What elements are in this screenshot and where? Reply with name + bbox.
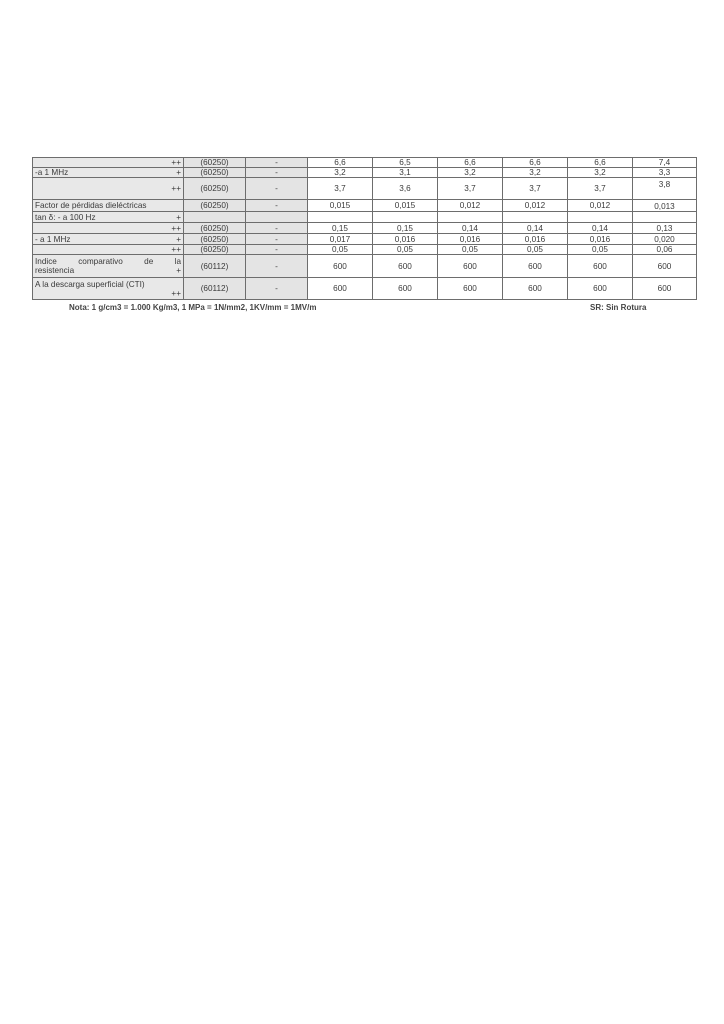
unit-cell: - — [246, 200, 308, 212]
value-cell: 6,6 — [438, 158, 503, 168]
value-cell: 0,13 — [633, 223, 697, 234]
value-cell: 0,015 — [308, 200, 373, 212]
value-cell — [373, 212, 438, 223]
norm-cell: (60250) — [184, 245, 246, 255]
unit-cell: - — [246, 178, 308, 200]
value-cell: 3,8 — [633, 178, 697, 200]
value-cell: 3,7 — [308, 178, 373, 200]
norm-cell: (60250) — [184, 178, 246, 200]
table-row — [33, 212, 697, 223]
norm-cell: (60250) — [184, 234, 246, 245]
norm-cell — [184, 212, 246, 223]
unit-cell: - — [246, 223, 308, 234]
unit-cell: - — [246, 278, 308, 300]
value-cell: 0,016 — [438, 234, 503, 245]
value-cell: 600 — [568, 255, 633, 278]
unit-cell: - — [246, 168, 308, 178]
value-cell: 0,012 — [438, 200, 503, 212]
value-cell: 3,7 — [438, 178, 503, 200]
property-cell: A la descarga superficial (CTI) ++ — [33, 278, 184, 300]
value-cell: 600 — [308, 278, 373, 300]
value-cell: 0,05 — [308, 245, 373, 255]
table-row — [33, 245, 697, 255]
table-row — [33, 168, 697, 178]
table-row — [33, 178, 697, 200]
unit-cell: - — [246, 234, 308, 245]
norm-cell: (60250) — [184, 223, 246, 234]
value-cell: 600 — [633, 278, 697, 300]
value-cell: 6,5 — [373, 158, 438, 168]
value-cell: 3,2 — [438, 168, 503, 178]
property-cell: ++ — [33, 245, 184, 255]
value-cell: 600 — [373, 278, 438, 300]
norm-cell: (60250) — [184, 168, 246, 178]
footer-sr-legend: SR: Sin Rotura — [590, 303, 647, 312]
value-cell: 600 — [438, 255, 503, 278]
value-cell: 0,012 — [568, 200, 633, 212]
value-cell: 0,06 — [633, 245, 697, 255]
value-cell: 6,6 — [308, 158, 373, 168]
value-cell: 6,6 — [503, 158, 568, 168]
property-cell: Factor de pérdidas dieléctricas — [33, 200, 184, 212]
property-cell: - a 1 MHz + — [33, 234, 184, 245]
value-cell: 3,2 — [308, 168, 373, 178]
table-row — [33, 255, 697, 278]
property-cell: -a 1 MHz + — [33, 168, 184, 178]
value-cell: 3,2 — [503, 168, 568, 178]
value-cell: 0,05 — [438, 245, 503, 255]
value-cell: 600 — [373, 255, 438, 278]
value-cell: 6,6 — [568, 158, 633, 168]
value-cell: 3,7 — [568, 178, 633, 200]
table-row — [33, 234, 697, 245]
value-cell: 0,016 — [373, 234, 438, 245]
value-cell: 3,1 — [373, 168, 438, 178]
value-cell: 600 — [633, 255, 697, 278]
norm-cell: (60112) — [184, 278, 246, 300]
value-cell: 0,14 — [568, 223, 633, 234]
property-cell: ++ — [33, 178, 184, 200]
value-cell — [308, 212, 373, 223]
value-cell: 600 — [503, 255, 568, 278]
value-cell — [633, 212, 697, 223]
value-cell: 0,05 — [568, 245, 633, 255]
norm-cell: (60112) — [184, 255, 246, 278]
value-cell — [503, 212, 568, 223]
value-cell — [438, 212, 503, 223]
table-row — [33, 158, 697, 168]
table-row — [33, 200, 697, 212]
norm-cell: (60250) — [184, 158, 246, 168]
unit-cell: - — [246, 245, 308, 255]
value-cell: 3,3 — [633, 168, 697, 178]
property-cell: ++ — [33, 158, 184, 168]
value-cell: 0,013 — [633, 200, 697, 212]
value-cell: 0,05 — [373, 245, 438, 255]
value-cell: 600 — [308, 255, 373, 278]
table-row — [33, 278, 697, 300]
value-cell: 0,012 — [503, 200, 568, 212]
property-cell: ++ — [33, 223, 184, 234]
value-cell: 3,6 — [373, 178, 438, 200]
value-cell: 3,2 — [568, 168, 633, 178]
value-cell: 0,05 — [503, 245, 568, 255]
value-cell: 0,14 — [438, 223, 503, 234]
value-cell: 0,016 — [568, 234, 633, 245]
value-cell — [568, 212, 633, 223]
value-cell: 0,15 — [308, 223, 373, 234]
value-cell: 600 — [568, 278, 633, 300]
value-cell: 3,7 — [503, 178, 568, 200]
table-row — [33, 223, 697, 234]
norm-cell: (60250) — [184, 200, 246, 212]
property-cell: tan δ: - a 100 Hz + — [33, 212, 184, 223]
property-cell: Indice comparativo de la resistencia + — [33, 255, 184, 278]
unit-cell: - — [246, 255, 308, 278]
value-cell: 600 — [503, 278, 568, 300]
value-cell: 0,15 — [373, 223, 438, 234]
value-cell: 0,14 — [503, 223, 568, 234]
value-cell: 0,015 — [373, 200, 438, 212]
value-cell: 0,017 — [308, 234, 373, 245]
properties-table — [32, 157, 697, 300]
unit-cell — [246, 212, 308, 223]
unit-cell: - — [246, 158, 308, 168]
value-cell: 0,020 — [633, 234, 697, 245]
value-cell: 600 — [438, 278, 503, 300]
value-cell: 0,016 — [503, 234, 568, 245]
footer-note: Nota: 1 g/cm3 = 1.000 Kg/m3, 1 MPa = 1N/mm2, 1KV/mm = 1MV/m — [69, 303, 317, 312]
value-cell: 7,4 — [633, 158, 697, 168]
